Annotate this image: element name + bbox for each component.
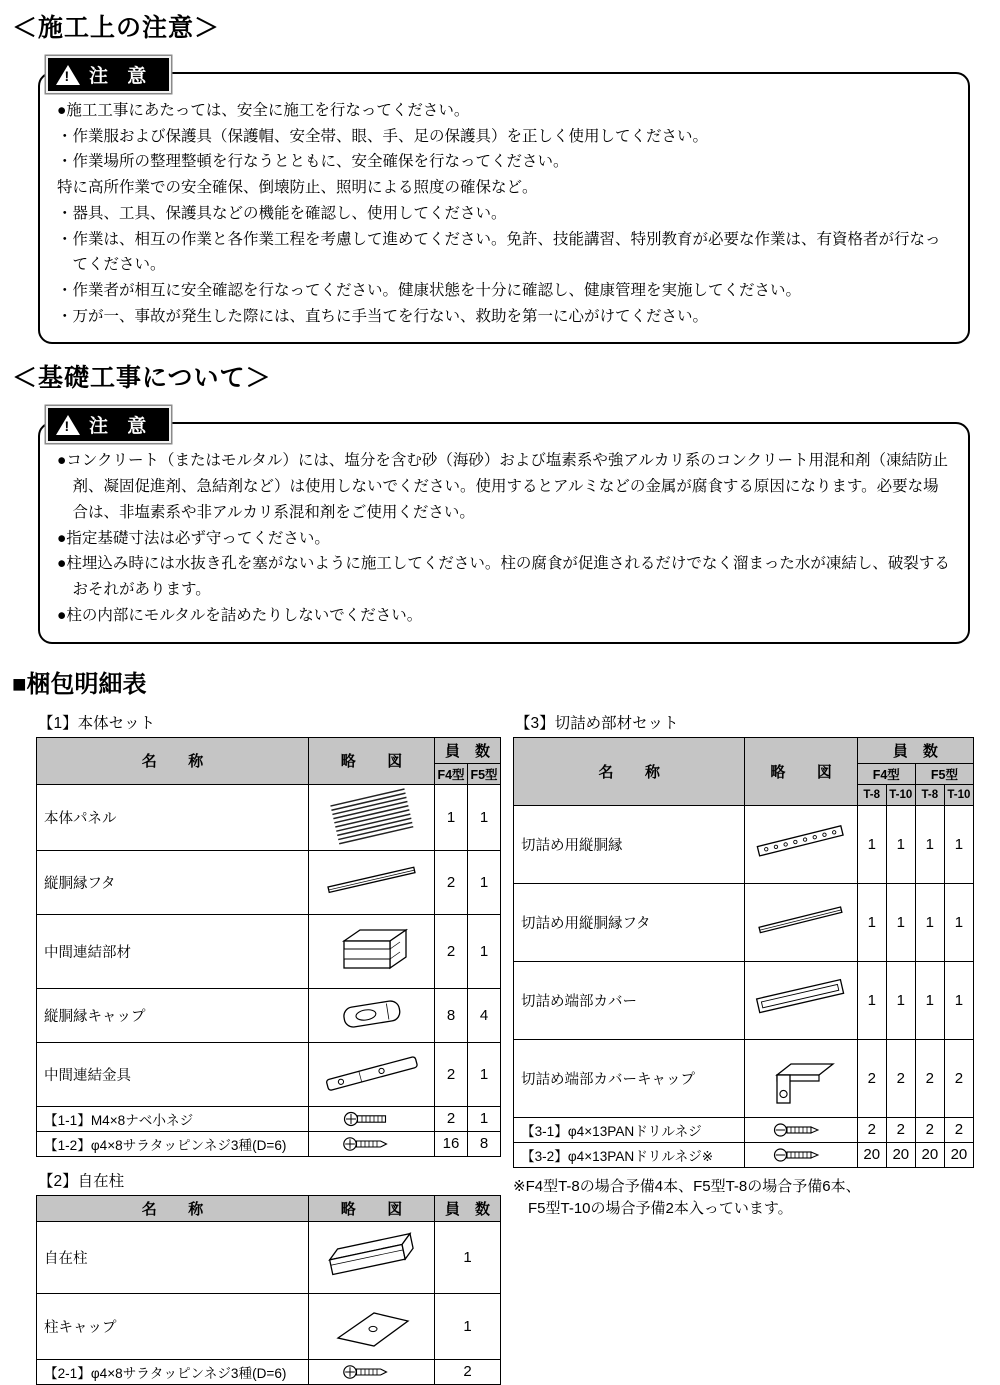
qty-cell: 1	[915, 961, 944, 1039]
pan-screw-diagram-icon	[341, 1109, 403, 1129]
qty-cell: 1	[468, 1042, 501, 1106]
qty-cell: 1	[468, 784, 501, 850]
diagram-cell	[745, 805, 857, 883]
table-row	[37, 914, 501, 988]
table1-header-name: 名 称	[37, 737, 309, 784]
caution-line: ●コンクリート（またはモルタル）には、塩分を含む砂（海砂）および塩素系や強アルカリ系のコンクリート用混和剤（凍結防止剤、凝固促進剤、急結剤など）は使用しないでください。使用するとアルミなどの金属が腐食する原因になります。必要な場合は、非塩素系や非アルカリ系混和剤をご使用ください。	[57, 452, 949, 521]
diagram-cell	[309, 914, 435, 988]
diagram-cell	[309, 1359, 435, 1384]
left-table-column	[36, 699, 500, 1385]
table-row	[514, 883, 974, 961]
footnote-line: ※F4型T-8の場合予備4本、F5型T-8の場合予備6本、	[513, 1177, 861, 1195]
diagram-cell	[745, 883, 857, 961]
qty-cell: 2	[857, 1117, 886, 1142]
qty-cell: 1	[468, 914, 501, 988]
table2-free-post	[36, 1195, 501, 1385]
tapping-screw-diagram-icon	[341, 1134, 403, 1154]
post-diagram-icon	[320, 1225, 424, 1289]
name-cell: 縦胴縁キャップ	[37, 988, 309, 1042]
table3-header-diagram: 略 図	[745, 737, 857, 805]
table1-body-set	[36, 737, 501, 1157]
caution-badge-label: 注 意	[89, 416, 154, 438]
diagram-cell	[309, 1221, 435, 1293]
table-row	[37, 1106, 501, 1131]
table-row	[514, 805, 974, 883]
strip-diagram-icon	[754, 896, 848, 948]
diagram-cell	[745, 1142, 857, 1167]
table-row	[37, 988, 501, 1042]
table2-header-diagram: 略 図	[309, 1195, 435, 1221]
qty-cell: 1	[435, 784, 468, 850]
table3-header-t8-f4: T-8	[857, 784, 886, 805]
holed-bar-diagram-icon	[754, 815, 848, 873]
diagram-cell	[309, 1131, 435, 1156]
end-cover-diagram-icon	[754, 972, 848, 1028]
diagram-cell	[309, 1106, 435, 1131]
qty-cell: 16	[435, 1131, 468, 1156]
caution-box-2	[38, 422, 970, 643]
qty-cell: 20	[857, 1142, 886, 1167]
name-cell: 切詰め用縦胴縁フタ	[514, 883, 745, 961]
table-row	[514, 1117, 974, 1142]
end-cap-bracket-diagram-icon	[759, 1047, 843, 1109]
qty-cell: 1	[944, 961, 973, 1039]
section-title-construction-notes: ＜施工上の注意＞	[12, 14, 221, 42]
section-title-foundation-work: ＜基礎工事について＞	[12, 364, 272, 393]
packing-tables	[36, 699, 974, 1385]
qty-cell: 1	[857, 805, 886, 883]
caution-line: ・作業は、相互の作業と各作業工程を考慮して進めてください。免許、技能講習、特別教育が必要な作業は、有資格者が行なってください。	[57, 230, 941, 274]
table3-footnote	[513, 1176, 974, 1221]
slatted-panel-diagram-icon	[320, 789, 424, 845]
table-row	[37, 850, 501, 914]
caution-box-1	[38, 72, 970, 344]
table2-header-name: 名 称	[37, 1195, 309, 1221]
caution-line: ・作業者が相互に安全確認を行なってください。健康状態を十分に確認し、健康管理を実施してください。	[57, 282, 802, 300]
caution-badge	[46, 56, 171, 93]
strip-diagram-icon	[320, 860, 424, 904]
qty-cell: 1	[857, 883, 886, 961]
qty-cell: 1	[915, 805, 944, 883]
qty-cell: 1	[944, 805, 973, 883]
qty-cell: 2	[435, 914, 468, 988]
caution-line: ●施工工事にあたっては、安全に施工を行なってください。	[57, 102, 470, 119]
qty-cell: 2	[944, 1039, 973, 1117]
diagram-cell	[745, 1039, 857, 1117]
name-cell: 【3-1】φ4×13PANドリルネジ	[514, 1117, 745, 1142]
table1-header-f4: F4型	[435, 763, 468, 784]
diagram-cell	[309, 850, 435, 914]
caution-line: ●柱埋込み時には水抜き孔を塞がないように施工してください。柱の腐食が促進されるだけでなく溜まった水が凍結し、破裂するおそれがあります。	[57, 555, 950, 599]
drill-screw-diagram-icon	[772, 1145, 830, 1165]
qty-cell: 2	[886, 1117, 915, 1142]
table3-header-t10-f4: T-10	[886, 784, 915, 805]
qty-cell: 1	[886, 805, 915, 883]
caution-block-2	[38, 416, 970, 643]
diagram-cell	[309, 1293, 435, 1359]
name-cell: 切詰め端部カバー	[514, 961, 745, 1039]
table-row	[37, 1293, 501, 1359]
qty-cell: 1	[468, 1106, 501, 1131]
channel-profile-diagram-icon	[320, 921, 424, 981]
qty-cell: 2	[886, 1039, 915, 1117]
tapping-screw-diagram-icon	[341, 1362, 403, 1382]
caution-line: ・作業服および保護具（保護帽、安全帯、眼、手、足の保護具）を正しく使用してください。	[57, 127, 709, 145]
caution-line: ・万が一、事故が発生した際には、直ちに手当てを行ない、救助を第一に心がけてください。	[57, 307, 709, 325]
table-row	[37, 784, 501, 850]
drill-screw-diagram-icon	[772, 1120, 830, 1140]
table-row	[37, 1042, 501, 1106]
table-row	[514, 961, 974, 1039]
caution-badge	[46, 406, 171, 443]
bracket-plate-diagram-icon	[320, 1050, 424, 1098]
table3-header-f4: F4型	[857, 763, 915, 784]
table2-caption: 【2】自在柱	[38, 1172, 125, 1190]
qty-cell: 1	[915, 883, 944, 961]
table-row	[37, 1131, 501, 1156]
table2-header-qty: 員 数	[435, 1195, 501, 1221]
qty-cell: 2	[857, 1039, 886, 1117]
qty-cell: 4	[468, 988, 501, 1042]
name-cell: 自在柱	[37, 1221, 309, 1293]
qty-cell: 2	[435, 1359, 501, 1384]
name-cell: 切詰め用縦胴縁	[514, 805, 745, 883]
table-row	[514, 1142, 974, 1167]
table-row	[37, 1359, 501, 1384]
table3-header-qty: 員 数	[857, 737, 973, 763]
name-cell: 柱キャップ	[37, 1293, 309, 1359]
qty-cell: 2	[435, 1106, 468, 1131]
qty-cell: 1	[886, 883, 915, 961]
qty-cell: 8	[435, 988, 468, 1042]
qty-cell: 1	[435, 1221, 501, 1293]
cap-plate-diagram-icon	[320, 993, 424, 1037]
name-cell: 【3-2】φ4×13PANドリルネジ※	[514, 1142, 745, 1167]
diagram-cell	[309, 1042, 435, 1106]
caution-line: 特に高所作業での安全確保、倒壊防止、照明による照度の確保など。	[57, 179, 538, 197]
table3-cut-parts-set	[513, 737, 974, 1168]
table-row	[514, 1039, 974, 1117]
qty-cell: 2	[435, 1042, 468, 1106]
name-cell: 切詰め端部カバーキャップ	[514, 1039, 745, 1117]
right-table-column	[513, 699, 974, 1221]
caution-line: ●指定基礎寸法は必ず守ってください。	[57, 529, 330, 547]
caution-line: ●柱の内部にモルタルを詰めたりしないでください。	[57, 606, 423, 624]
table3-header-t10-f5: T-10	[944, 784, 973, 805]
table3-header-name: 名 称	[514, 737, 745, 805]
qty-cell: 2	[944, 1117, 973, 1142]
flat-cap-diagram-icon	[320, 1300, 424, 1352]
qty-cell: 20	[915, 1142, 944, 1167]
qty-cell: 1	[857, 961, 886, 1039]
table1-header-f5: F5型	[468, 763, 501, 784]
table1-header-diagram: 略 図	[309, 737, 435, 784]
name-cell: 【1-2】φ4×8サラタッピンネジ3種(D=6)	[37, 1131, 309, 1156]
packing-list-title: ■梱包明細表	[12, 670, 147, 698]
qty-cell: 1	[886, 961, 915, 1039]
name-cell: 中間連結部材	[37, 914, 309, 988]
name-cell: 縦胴縁フタ	[37, 850, 309, 914]
name-cell: 【2-1】φ4×8サラタッピンネジ3種(D=6)	[37, 1359, 309, 1384]
caution-line: ・作業場所の整理整頓を行なうとともに、安全確保を行なってください。	[57, 153, 569, 171]
table-row	[37, 1221, 501, 1293]
name-cell: 中間連結金具	[37, 1042, 309, 1106]
caution-badge-label: 注 意	[89, 66, 154, 87]
table3-caption: 【3】切詰め部材セット	[515, 714, 679, 732]
name-cell: 【1-1】M4×8ナベ小ネジ	[37, 1106, 309, 1131]
diagram-cell	[309, 988, 435, 1042]
qty-cell: 2	[915, 1039, 944, 1117]
qty-cell: 20	[886, 1142, 915, 1167]
footnote-line: F5型T-10の場合予備2本入っています。	[528, 1200, 793, 1217]
table1-header-qty: 員 数	[435, 737, 501, 763]
table3-header-t8-f5: T-8	[915, 784, 944, 805]
caution-block-1	[38, 66, 970, 344]
name-cell: 本体パネル	[37, 784, 309, 850]
caution-line: ・器具、工具、保護具などの機能を確認し、使用してください。	[57, 204, 507, 222]
qty-cell: 20	[944, 1142, 973, 1167]
diagram-cell	[309, 784, 435, 850]
qty-cell: 1	[468, 850, 501, 914]
qty-cell: 2	[915, 1117, 944, 1142]
diagram-cell	[745, 1117, 857, 1142]
qty-cell: 2	[435, 850, 468, 914]
table1-caption: 【1】本体セット	[38, 714, 156, 732]
qty-cell: 1	[435, 1293, 501, 1359]
qty-cell: 1	[944, 883, 973, 961]
warning-triangle-icon	[56, 65, 80, 85]
table3-header-f5: F5型	[915, 763, 973, 784]
qty-cell: 8	[468, 1131, 501, 1156]
diagram-cell	[745, 961, 857, 1039]
warning-triangle-icon	[56, 415, 80, 435]
